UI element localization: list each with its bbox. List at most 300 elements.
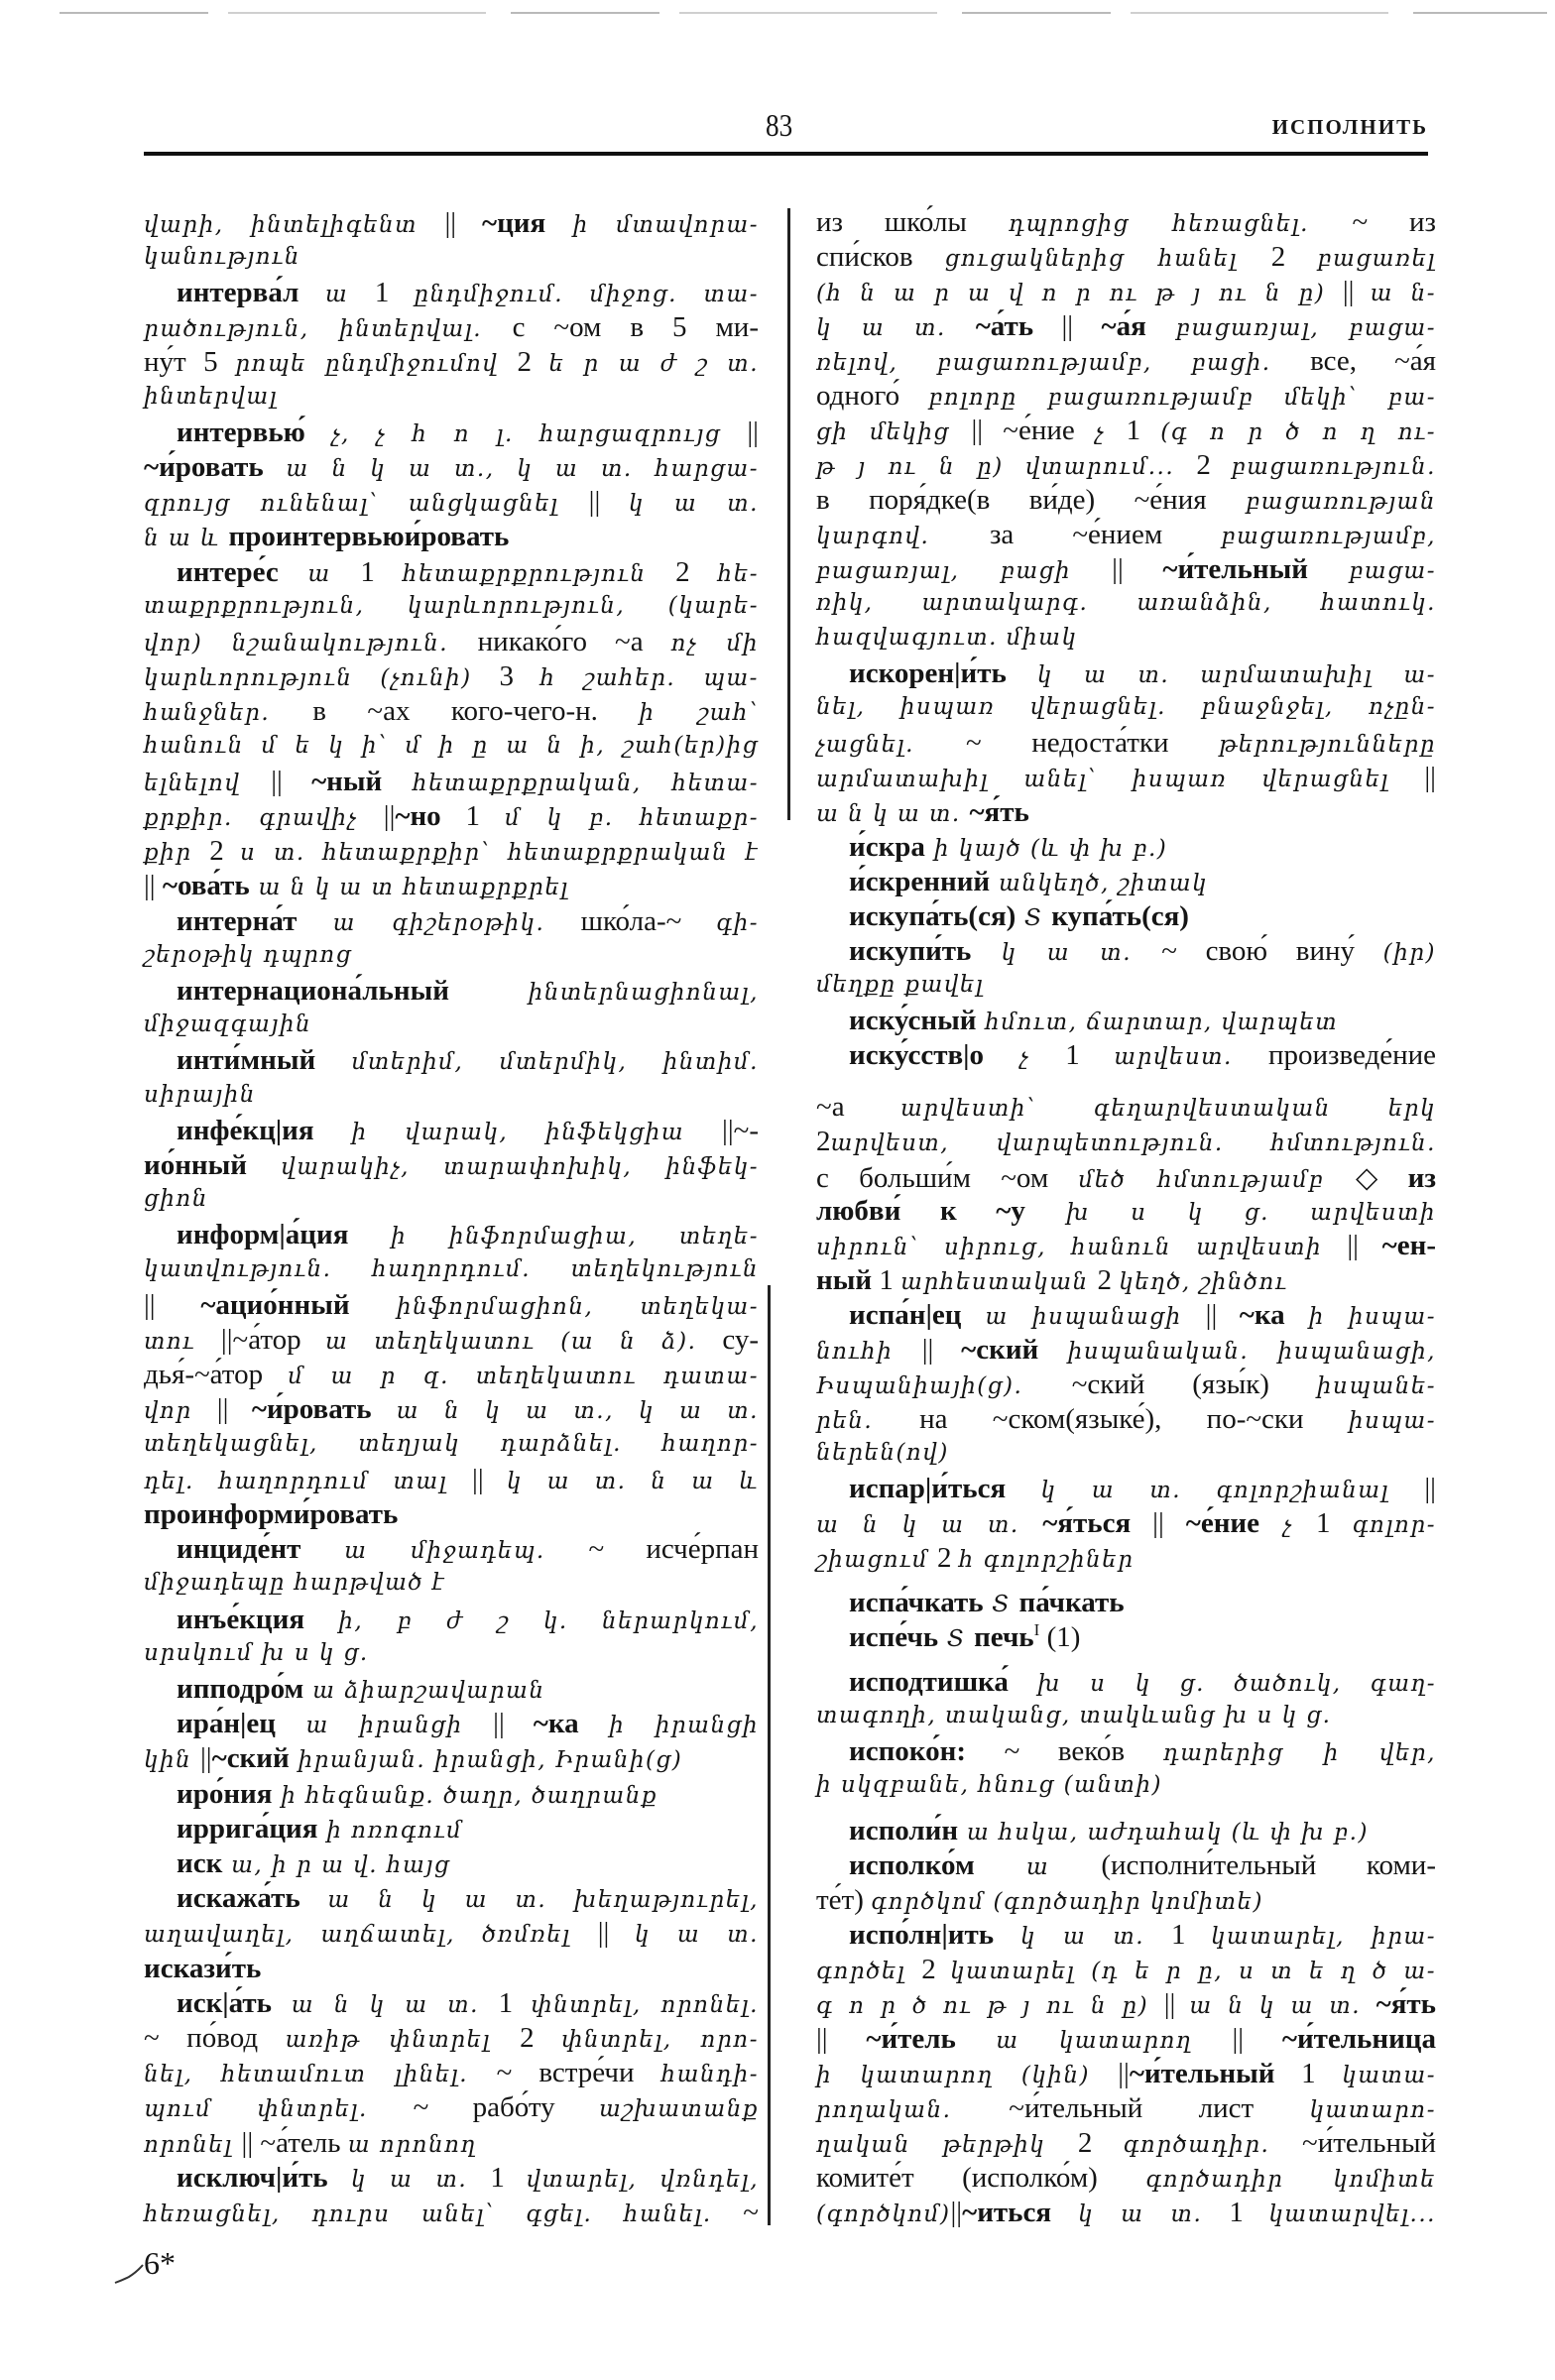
armenian-text: Տ	[1016, 904, 1052, 931]
armenian-text: ցուցակներից հանել	[944, 245, 1271, 272]
headword: искупи́ть	[849, 934, 972, 967]
armenian-text: դել. հաղորդում տալ	[144, 1468, 473, 1494]
armenian-text: կանություն	[144, 243, 300, 270]
derived-form: ~ацио́нный	[200, 1288, 350, 1321]
derived-form: ~я́ть	[1376, 1987, 1436, 2020]
derived-form: ~а́я	[1101, 309, 1146, 342]
dictionary-line	[816, 1988, 1436, 2023]
russian-text: шко́ла-~	[580, 904, 717, 937]
line-text	[177, 1708, 759, 1745]
armenian-text: գործադիր.	[1123, 2131, 1302, 2158]
armenian-text: քիր	[144, 840, 210, 867]
russian-text: ||	[1232, 2022, 1282, 2055]
dictionary-line	[144, 1219, 759, 1253]
line-text	[816, 276, 1436, 313]
derived-form: ~но	[395, 799, 441, 832]
armenian-text: ի ինֆորմացիա, տեղե-	[348, 1224, 759, 1250]
armenian-text: ի, բ ժ շ կ. ներարկում,	[304, 1607, 759, 1634]
armenian-text: հ շահեր. պա-	[539, 665, 759, 692]
derived-form: ~и́тельный	[1162, 552, 1308, 585]
dictionary-line	[816, 206, 1436, 241]
line-text	[144, 1917, 759, 1955]
line-text	[816, 345, 1436, 383]
line-text	[816, 484, 1436, 522]
line-text	[177, 1813, 463, 1850]
armenian-text: կ ա տ.	[634, 1922, 759, 1949]
armenian-text: իսպա-	[1348, 1407, 1436, 1434]
armenian-text: (իր)	[1382, 939, 1436, 966]
dictionary-line	[816, 970, 1436, 1005]
dictionary-line	[144, 975, 759, 1010]
derived-form: ~и́тель	[866, 2022, 956, 2055]
derived-form: из	[1407, 1161, 1436, 1194]
armenian-text: դպրոցից հեռացնել.	[1008, 210, 1353, 237]
dictionary-line	[816, 935, 1436, 970]
armenian-text: հազվագյուտ. միակ	[816, 624, 1078, 651]
armenian-text: ա գիշերօթիկ.	[297, 909, 581, 936]
headword: инъе́кция	[177, 1603, 305, 1635]
dictionary-line	[144, 1010, 759, 1044]
armenian-text: կատա-	[1342, 2062, 1436, 2088]
russian-text: 1	[1316, 1506, 1353, 1539]
line-text	[144, 870, 569, 907]
russian-text: ||	[588, 486, 629, 519]
line-text	[144, 1254, 759, 1289]
headword: иррига́ция	[177, 1812, 318, 1844]
line-text	[816, 692, 1436, 727]
russian-text: 2	[209, 835, 240, 868]
dictionary-line	[144, 2127, 759, 2162]
dictionary-line	[816, 1666, 1436, 1701]
headword: испа́чкать	[849, 1586, 984, 1618]
line-text	[177, 975, 759, 1012]
line-text	[816, 1334, 1436, 1371]
headword: искорен|и́ть	[849, 656, 1007, 689]
headword: испе́чь	[849, 1620, 939, 1653]
armenian-text: ա ն կ ա տ.	[816, 800, 970, 827]
armenian-text: ի սկզբանե, հնուց (անտի)	[816, 1771, 1162, 1798]
armenian-text: շիացում	[816, 1546, 937, 1573]
headword: иску́сств|о	[849, 1038, 985, 1071]
armenian-text: ա	[299, 281, 375, 307]
armenian-text: տագողի, տականց, տակևանց խ ս կ ց.	[816, 1702, 1332, 1728]
russian-text: ~ недоста́тки	[966, 726, 1220, 759]
armenian-text: մեծ հմտությամբ	[1078, 1166, 1357, 1193]
dictionary-line	[144, 382, 759, 416]
derived-form: ~ный	[311, 765, 383, 797]
russian-text: ||	[144, 1288, 201, 1321]
line-text	[816, 1507, 1436, 1545]
armenian-text: հանջներ.	[144, 700, 313, 727]
armenian-text: արհեստական	[900, 1268, 1098, 1295]
line-text	[849, 657, 1436, 695]
derived-form: проинтервьюи́ровать	[228, 521, 510, 553]
dictionary-line	[816, 727, 1436, 762]
line-text	[144, 800, 759, 838]
armenian-text: ս տ. հետաքրքիր՝ հետաքրքրական է	[239, 840, 760, 867]
armenian-text: ոչ մի	[670, 630, 759, 656]
dictionary-line	[144, 1149, 759, 1184]
armenian-text: ի իսպա-	[1284, 1303, 1436, 1330]
line-text	[849, 1587, 1125, 1624]
russian-text: ||	[1424, 1472, 1436, 1504]
russian-text: дья́-~а́тор	[144, 1359, 289, 1391]
russian-text: на ~ском(языке́), по-~ски	[919, 1402, 1349, 1435]
dictionary-line	[144, 277, 759, 311]
armenian-text: աղավաղել, աղճատել, ծռմռել	[144, 1922, 598, 1949]
russian-text: ◇	[1356, 1161, 1408, 1194]
line-text	[177, 416, 759, 454]
armenian-text: ա ն կ ա տ.	[272, 1991, 499, 2018]
russian-text: 1	[498, 1986, 532, 2019]
derived-form: ~е́ние	[1185, 1506, 1260, 1539]
armenian-text: չացնել.	[816, 731, 966, 758]
line-text	[177, 1882, 759, 1920]
line-text	[816, 1264, 1288, 1302]
line-text	[144, 2057, 759, 2094]
dictionary-line	[816, 1919, 1436, 1954]
derived-form: ~и́тельный	[1129, 2057, 1275, 2089]
armenian-text: ի իրանցի	[578, 1713, 759, 1739]
armenian-text: գործադիր կոմիտե	[1145, 2166, 1436, 2193]
armenian-text: որոնել	[144, 2131, 242, 2158]
derived-form: ный	[816, 1263, 873, 1296]
armenian-text: հանուն մ ե կ ի՝ մ ի ը ա ն ի, շահ(եր)ից	[144, 732, 759, 759]
armenian-text: չ	[1094, 418, 1127, 445]
armenian-text: ա ն կ ա տ., կ ա տ. հարցա-	[263, 455, 759, 482]
dictionary-line	[816, 692, 1436, 727]
dictionary-line	[144, 1429, 759, 1464]
line-text	[144, 1429, 759, 1464]
russian-text: 2	[1097, 1263, 1120, 1296]
derived-form: ~и́тельница	[1281, 2022, 1436, 2055]
column-divider	[768, 1285, 771, 2225]
line-text	[144, 1080, 256, 1115]
armenian-text: վոր) նշանակություն.	[144, 630, 478, 656]
armenian-text: չ, չ հ ո լ. հարցազրույց	[304, 420, 748, 447]
page-number: 83	[766, 107, 793, 143]
line-text	[816, 1368, 1436, 1406]
dictionary-line	[144, 242, 759, 277]
russian-text: ||	[1131, 1506, 1186, 1539]
armenian-text: հ գոլորշիներ	[958, 1546, 1135, 1573]
derived-form: ~и́ровать	[144, 450, 264, 483]
russian-text: 1	[1171, 1918, 1211, 1951]
armenian-text: ընդմիջում. միջոց. տա-	[414, 281, 760, 307]
russian-text: 2	[921, 1953, 951, 1985]
dictionary-line	[816, 1230, 1436, 1264]
russian-text: ||	[271, 765, 312, 797]
headword: и́скра	[849, 830, 925, 863]
dictionary-line	[144, 2197, 759, 2231]
armenian-text: տաքրքրություն, կարևորություն, (կարե-	[144, 592, 759, 619]
russian-text: (исполни́тельный коми-	[1101, 1848, 1436, 1881]
line-text	[816, 519, 1436, 556]
headword: инциде́нт	[177, 1533, 301, 1566]
armenian-text: ի վարակ, ինֆեկցիա	[313, 1119, 723, 1145]
derived-form: ~ция	[481, 206, 546, 239]
derived-form: ~ский	[961, 1333, 1039, 1366]
russian-text: за ~е́нием	[989, 518, 1222, 550]
dictionary-line	[144, 1289, 759, 1324]
headword: иро́ния	[177, 1777, 273, 1810]
dictionary-line	[816, 796, 1436, 831]
dictionary-line	[816, 2197, 1436, 2231]
dictionary-line	[816, 831, 1436, 866]
armenian-text: վտարել, վռնդել,	[526, 2166, 760, 2193]
armenian-text: վարի, ինտելիգենտ	[144, 211, 445, 238]
armenian-text: ինտերնացիոնալ,	[448, 979, 759, 1006]
dictionary-line	[816, 449, 1436, 484]
line-text	[144, 486, 759, 524]
line-text	[816, 2058, 1436, 2095]
armenian-text: ա ն կ ա տ. խեղաթյուրել,	[299, 1887, 759, 1914]
armenian-text: մեղքը քավել	[816, 971, 985, 998]
russian-text: 2	[936, 1541, 959, 1574]
line-text	[144, 382, 278, 416]
armenian-text: ա իսպանացի	[961, 1303, 1206, 1330]
dictionary-line	[144, 800, 759, 835]
dictionary-line	[816, 1701, 1436, 1735]
russian-text: с больши́м ~ом	[816, 1161, 1079, 1194]
derived-form: проинформи́ровать	[144, 1497, 399, 1530]
armenian-text: ինտերվալ	[144, 383, 279, 410]
dictionary-line	[144, 1917, 759, 1952]
dictionary-line	[144, 207, 759, 242]
russian-text: ~а	[816, 1090, 901, 1123]
dictionary-line	[816, 1621, 1436, 1656]
dictionary-line	[144, 1604, 759, 1638]
dictionary-line	[144, 1847, 759, 1882]
dictionary-line	[816, 553, 1436, 588]
line-text	[849, 831, 1167, 869]
line-text	[144, 695, 759, 733]
headword: инфе́кц|ия	[177, 1114, 314, 1146]
russian-text: ||	[1424, 761, 1436, 793]
dictionary-line	[816, 310, 1436, 345]
line-text	[177, 2162, 759, 2200]
armenian-text: առիթ փնտրել	[285, 2026, 521, 2053]
dictionary-line	[144, 1778, 759, 1813]
armenian-text: կարգով.	[816, 523, 990, 549]
russian-text: все, ~а́я	[1310, 344, 1437, 377]
line-text	[144, 1184, 208, 1219]
armenian-text: չ	[984, 1043, 1066, 1070]
russian-text: ||	[1347, 1229, 1382, 1261]
russian-text: 1	[360, 555, 403, 588]
line-text	[849, 1299, 1436, 1337]
russian-text: ~ рабо́ту	[413, 2091, 599, 2124]
russian-text: в ~ах кого-чего-н.	[312, 695, 640, 728]
derived-form: любви́ к ~у	[816, 1194, 1025, 1227]
line-text	[816, 1438, 949, 1473]
armenian-text: գործել	[816, 1958, 922, 1984]
dictionary-line	[144, 1254, 759, 1289]
armenian-text: ի հեգնանք. ծաղր, ծաղրանք	[272, 1782, 658, 1809]
armenian-text: անկեղծ, շիտակ	[990, 870, 1208, 896]
dictionary-line	[144, 1673, 759, 1708]
line-text	[177, 1778, 658, 1816]
russian-text: ||	[383, 799, 396, 832]
headword: иск	[177, 1846, 223, 1879]
armenian-text: րածություն, ինտերվալ.	[144, 316, 513, 343]
dictionary-line	[144, 311, 759, 346]
dictionary-line	[144, 1115, 759, 1149]
dictionary-line	[144, 1882, 759, 1917]
left-column	[144, 0, 759, 2281]
dictionary-line	[816, 1160, 1436, 1195]
line-text	[849, 1815, 1369, 1852]
russian-text: 2	[520, 2021, 562, 2054]
armenian-text: Տ	[938, 1625, 975, 1652]
armenian-text: ռելով, բացառությամբ, բացի.	[816, 349, 1311, 376]
armenian-text: ա ն-	[1370, 280, 1436, 306]
line-text	[144, 766, 759, 803]
russian-text: 1	[1274, 2057, 1343, 2089]
armenian-text: կատարել, իրա-	[1210, 1923, 1436, 1950]
line-text	[177, 1673, 544, 1711]
armenian-text: գոլոր-	[1352, 1511, 1436, 1538]
dictionary-line	[144, 626, 759, 660]
dictionary-line	[816, 762, 1436, 796]
armenian-text: բացառյալ, բացա-	[1145, 314, 1436, 341]
russian-text: ||	[597, 1917, 635, 1950]
line-text	[144, 1149, 759, 1187]
armenian-text: մ ա ր զ. տեղեկատու դատա-	[288, 1364, 759, 1390]
armenian-text: նել, իսպառ վերացնել. բնաջնջել, ոչըն-	[816, 693, 1436, 720]
russian-text: из шко́лы	[816, 205, 1009, 238]
armenian-text: կ ա տ.	[628, 491, 759, 518]
line-text	[144, 1953, 261, 1990]
armenian-text: ա կատարող	[955, 2027, 1233, 2054]
dictionary-line	[144, 905, 759, 940]
line-text	[816, 1884, 1263, 1922]
dictionary-line	[816, 1735, 1436, 1770]
line-text	[144, 1638, 369, 1673]
armenian-text: թերությունները	[1219, 731, 1436, 758]
dictionary-line	[816, 415, 1436, 449]
russian-text: 1	[440, 799, 505, 832]
dictionary-line	[144, 695, 759, 730]
headword: информ|а́ция	[177, 1219, 349, 1251]
armenian-text: փնտրել, որո-	[561, 2026, 759, 2053]
right-column	[816, 0, 1436, 2281]
armenian-text: ա իրանցի	[276, 1713, 494, 1739]
line-text	[144, 311, 759, 349]
derived-form: купа́ть(ся)	[1051, 899, 1189, 932]
armenian-text: պում փնտրել.	[144, 2096, 414, 2123]
dictionary-line	[816, 1195, 1436, 1230]
russian-text: 1	[490, 2161, 527, 2194]
armenian-text: իրանյան. իրանցի, Իրանի(ց)	[289, 1747, 683, 1774]
russian-text: ~ исче́рпан	[588, 1533, 759, 1566]
dictionary-line	[144, 416, 759, 451]
dictionary-line	[144, 1498, 759, 1533]
dictionary-line	[816, 2023, 1436, 2058]
russian-text: ~ский (язы́к)	[1071, 1368, 1317, 1400]
dictionary-line	[816, 2058, 1436, 2092]
armenian-text: արվեստ.	[1114, 1043, 1268, 1070]
line-text	[816, 1195, 1436, 1233]
derived-form: ~ка	[1239, 1298, 1285, 1331]
russian-text: 2	[1196, 448, 1232, 481]
headword: испар|и́ться	[849, 1472, 1007, 1504]
dictionary-line	[816, 2127, 1436, 2162]
line-text	[144, 521, 509, 558]
armenian-text: հետաքրքրական, հետա-	[382, 770, 759, 796]
armenian-text: վարակիչ, տարափոխիկ, ինֆեկ-	[246, 1153, 759, 1180]
line-text	[849, 866, 1208, 903]
line-text	[816, 588, 1436, 623]
armenian-text: (հ ն ա ր ա վ ո ր ու թ յ ու ն ը)	[816, 280, 1343, 306]
armenian-text: մ կ բ. հետաքր-	[504, 804, 759, 831]
dictionary-line	[816, 1091, 1436, 1126]
line-text	[177, 1044, 759, 1082]
headword: интернациона́льный	[177, 974, 449, 1007]
dictionary-line	[144, 1638, 759, 1673]
dictionary-line	[144, 2091, 759, 2126]
derived-form: печь	[974, 1620, 1034, 1653]
russian-text: 2	[675, 555, 718, 588]
signature-mark: 6*	[144, 2245, 176, 2281]
russian-text: ~ из	[1352, 205, 1437, 238]
armenian-text: րողական.	[816, 2096, 1010, 2123]
line-text	[849, 1919, 1436, 1957]
armenian-text: ղական թերթիկ	[816, 2131, 1078, 2158]
headword: и́скренний	[849, 865, 991, 897]
russian-text: ~ свою́ вину́	[1161, 934, 1383, 967]
line-text	[816, 553, 1436, 591]
signature-hook-mark	[113, 2263, 145, 2287]
dictionary-line	[816, 241, 1436, 276]
dictionary-line	[816, 657, 1436, 692]
armenian-text: կ ա տ. արմատախիլ ա-	[1006, 661, 1436, 688]
russian-text: су-	[722, 1323, 760, 1356]
line-text	[177, 1115, 759, 1152]
line-text	[177, 556, 759, 594]
armenian-text: (գործկոմ)	[816, 2201, 951, 2227]
dictionary-line	[816, 623, 1436, 657]
line-text	[144, 1464, 759, 1501]
russian-text: ||	[1033, 309, 1102, 342]
armenian-text: խ ս կ ց. ծածուկ, գաղ-	[1008, 1670, 1436, 1697]
armenian-text: բացառությամբ,	[1221, 523, 1436, 549]
dictionary-line	[144, 451, 759, 486]
armenian-text: հմուտ, ճարտար, վարպետ	[976, 1009, 1339, 1035]
russian-text: || ~е́ние	[971, 414, 1095, 446]
russian-text: ||	[1342, 275, 1371, 307]
dictionary-line	[816, 1438, 1436, 1473]
line-text	[144, 1324, 759, 1362]
line-text	[849, 1621, 1080, 1659]
russian-text: ||	[816, 2022, 867, 2055]
russian-text: ||	[950, 2196, 963, 2228]
line-text	[816, 415, 1436, 452]
russian-text: 1	[872, 1263, 901, 1296]
dictionary-line	[144, 521, 759, 555]
headword: исподтишка́	[849, 1665, 1009, 1698]
armenian-text: ի ոռոգում	[317, 1817, 463, 1844]
line-text	[849, 1039, 1436, 1077]
line-text	[816, 1954, 1436, 1991]
line-text	[816, 1091, 1436, 1129]
armenian-text: բացառել	[1317, 245, 1436, 272]
derived-form: ио́нный	[144, 1148, 247, 1181]
dictionary-line	[144, 731, 759, 766]
russian-text: 1	[1229, 2196, 1269, 2228]
armenian-text: կ ա տ. գոլորշիանալ	[1006, 1477, 1425, 1503]
armenian-text: ցիոն	[144, 1186, 208, 1213]
